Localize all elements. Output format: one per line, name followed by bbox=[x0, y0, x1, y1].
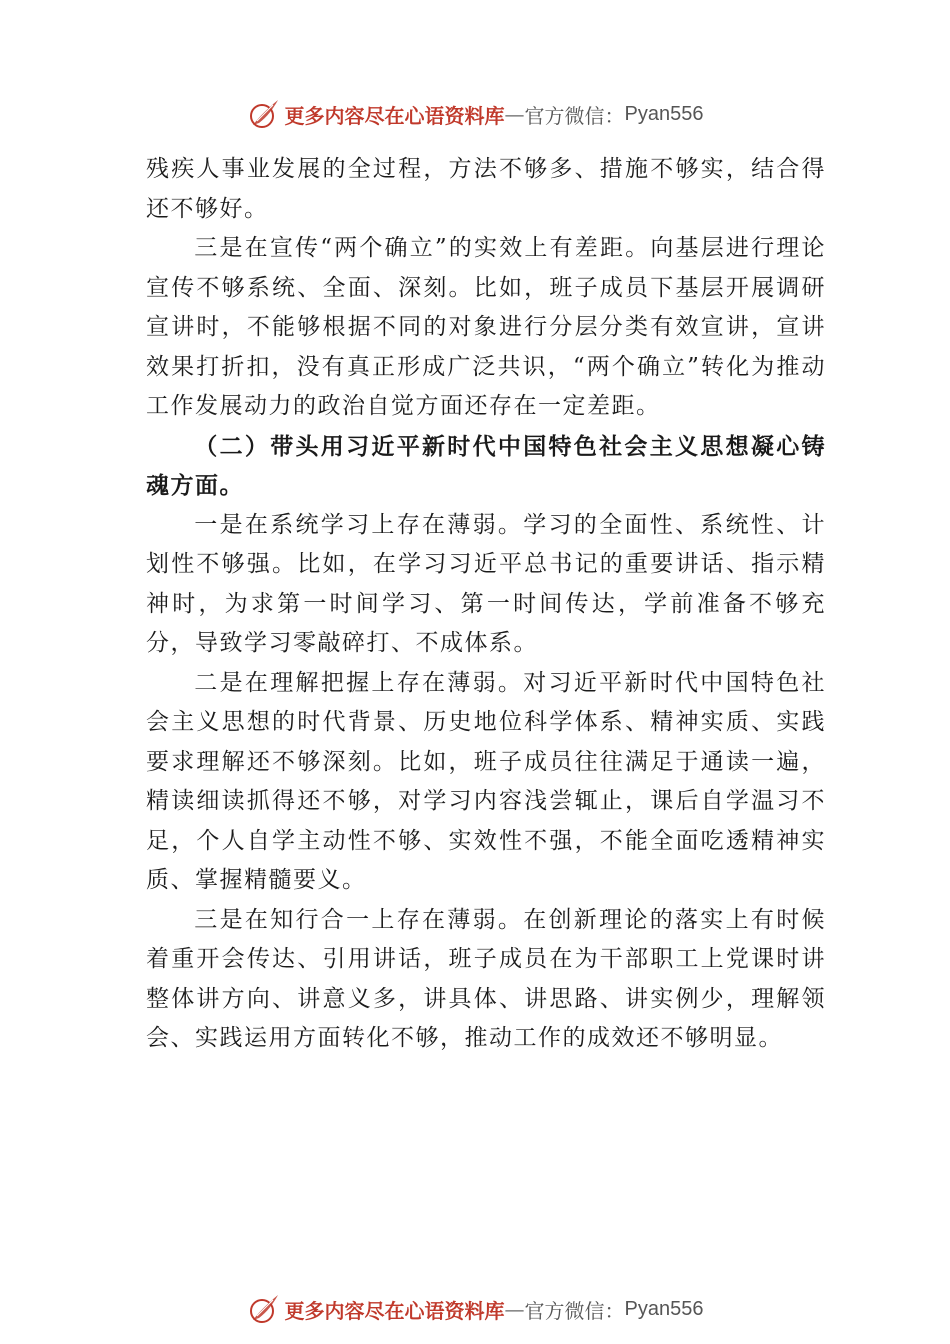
paragraph-2: 三是在宣传“两个确立”的实效上有差距。向基层进行理论宣传不够系统、全面、深刻。比如，班子成员下基层开展调研宣讲时，不能够根据不同的对象进行分层分类有效宣讲，宣讲效果打折扣，没有真正形成广泛共识，“两个确立”转化为推动工作发展动力的政治自觉方面还存在一定差距。 bbox=[146, 235, 826, 419]
feather-logo-icon bbox=[247, 1292, 281, 1326]
banner-dash: — bbox=[504, 102, 525, 126]
banner-promo-text: 更多内容尽在心语资料库 bbox=[284, 103, 505, 128]
paragraph-1: 残疾人事业发展的全过程，方法不够多、措施不够实，结合得还不够好。 bbox=[146, 156, 826, 222]
paragraph-5: 三是在知行合一上存在薄弱。在创新理论的落实上有时候着重开会传达、引用讲话，班子成员在为干部职工上党课时讲整体讲方向、讲意义多，讲具体、讲思路、讲实例少，理解领会、实践运用方面转化不够，推动工作的成效还不够明显。 bbox=[146, 906, 826, 1051]
paragraph-4: 二是在理解把握上存在薄弱。对习近平新时代中国特色社会主义思想的时代背景、历史地位科学体系、精神实质、实践要求理解还不够深刻。比如，班子成员往往满足于通读一遍，精读细读抓得还不够，对学习内容浅尝辄止，课后自学温习不足，个人自学主动性不够、实效性不强，不能全面吃透精神实质、掌握精髓要义。 bbox=[146, 669, 826, 893]
document-body bbox=[146, 150, 826, 1059]
section-heading: （二）带头用习近平新时代中国特色社会主义思想凝心铸魂方面。 bbox=[146, 432, 826, 499]
footer-banner bbox=[0, 1289, 950, 1329]
header-banner bbox=[0, 94, 950, 134]
banner-wechat-id: Pyan556 bbox=[624, 102, 704, 125]
banner-dash: — bbox=[504, 1297, 525, 1321]
banner-promo-text: 更多内容尽在心语资料库 bbox=[284, 1298, 505, 1323]
banner-wechat-label: 官方微信： bbox=[524, 1298, 625, 1323]
banner-wechat-id: Pyan556 bbox=[624, 1297, 704, 1320]
banner-wechat-label: 官方微信： bbox=[524, 103, 625, 128]
feather-logo-icon bbox=[247, 97, 281, 131]
paragraph-3: 一是在系统学习上存在薄弱。学习的全面性、系统性、计划性不够强。比如，在学习习近平总书记的重要讲话、指示精神时，为求第一时间学习、第一时间传达，学前准备不够充分，导致学习零敲碎打、不成体系。 bbox=[146, 511, 826, 656]
